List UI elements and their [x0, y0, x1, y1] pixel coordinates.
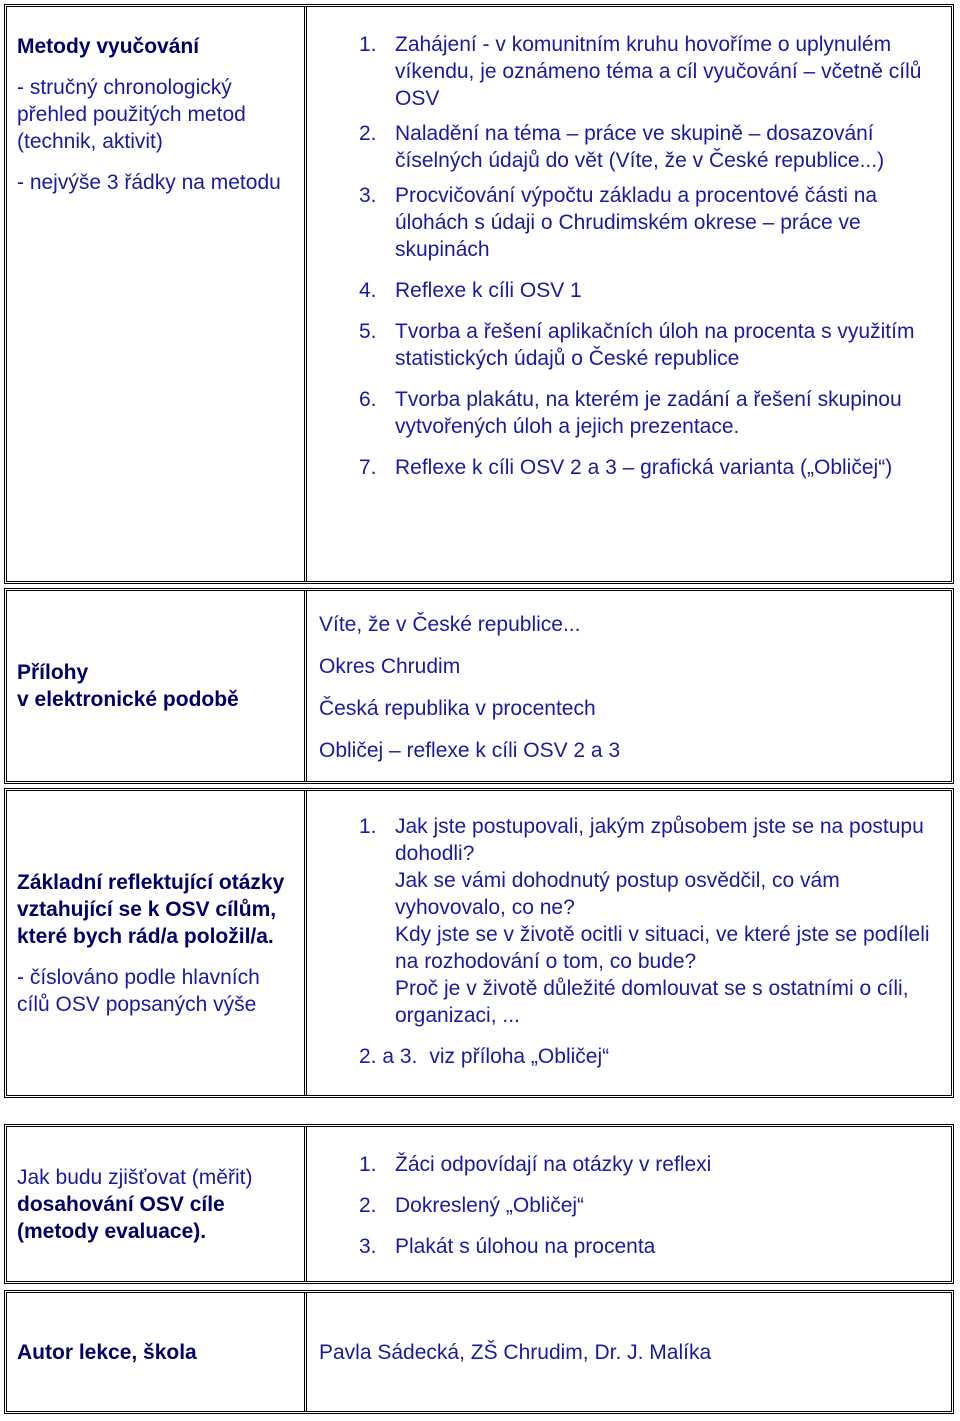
methods-list	[319, 31, 941, 481]
reflection-question: Kdy jste se v životě ocitli v situaci, ve které jste se podíleli na rozhodování o tom, co bude?	[395, 923, 930, 973]
author-title: Autor lekce, škola	[17, 1340, 197, 1364]
attachments-label-cell	[7, 591, 307, 781]
methods-content-cell	[307, 7, 951, 581]
attachment-item: Víte, že v České republice...	[319, 613, 581, 636]
evaluation-item: 2. Dokreslený „Obličej“	[359, 1194, 585, 1217]
method-item: 2. Naladění na téma – práce ve skupině – dosazování číselných údajů do vět (Víte, že v České republice...)	[359, 122, 885, 172]
method-item: 7. Reflexe k cíli OSV 2 a 3 – grafická varianta („Obličej“)	[359, 456, 893, 479]
evaluation-list	[319, 1151, 941, 1260]
attachment-item: Obličej – reflexe k cíli OSV 2 a 3	[319, 739, 621, 762]
reflection-question: Proč je v životě důležité domlouvat se s ostatními o cíli, organizaci, ...	[395, 977, 909, 1027]
evaluation-content-cell	[307, 1127, 951, 1281]
method-item: 6. Tvorba plakátu, na kterém je zadání a řešení skupinou vytvořených úloh a jejich prezentace.	[359, 388, 902, 438]
attachments-subtitle: v elektronické podobě	[17, 688, 239, 711]
evaluation-item: 1. Žáci odpovídají na otázky v reflexi	[359, 1153, 712, 1176]
attachments-title: Přílohy	[17, 661, 89, 684]
author-content-cell	[307, 1293, 951, 1411]
attachment-item: Okres Chrudim	[319, 655, 461, 678]
methods-section	[4, 4, 954, 584]
author-label-cell	[7, 1293, 307, 1411]
method-item: 1. Zahájení - v komunitním kruhu hovoříme o uplynulém víkendu, je oznámeno téma a cíl vyučování – včetně cílů OSV	[359, 33, 922, 110]
reflection-label-cell	[7, 791, 307, 1095]
method-item: 3. Procvičování výpočtu základu a procentové části na úlohách s údaji o Chrudimském okrese – práce ve skupinách	[359, 184, 878, 261]
method-item: 5. Tvorba a řešení aplikačních úloh na procenta s využitím statistických údajů o České republice	[359, 320, 915, 370]
reflection-item-text: viz příloha „Obličej“	[429, 1045, 610, 1068]
methods-label-cell	[7, 7, 307, 581]
reflection-note: - číslováno podle hlavních cílů OSV popsaných výše	[17, 965, 260, 1016]
attachments-section	[4, 588, 954, 784]
evaluation-subtitle: dosahování OSV cíle (metody evaluace).	[17, 1192, 225, 1243]
reflection-question: Jak jste postupovali, jakým způsobem jste se na postupu dohodli?	[395, 815, 924, 865]
evaluation-section	[4, 1124, 954, 1284]
methods-note-1: - stručný chronologický přehled použitých metod (technik, aktivit)	[17, 76, 246, 153]
reflection-item-1: 1. Jak jste postupovali, jakým způsobem jste se na postupu dohodli? Jak se vámi dohodnutý postup osvědčil, co vám vyhovovalo, co ne? Kdy jste se v životě ocitli v situaci, ve které jste se podíleli na rozhodování o tom, co bude? Proč je v životě důležité domlouvat se s ostatními o cíli, organizaci, ...	[319, 813, 941, 1029]
methods-title: Metody vyučování	[17, 35, 200, 58]
reflection-item-2: 2. a 3. viz příloha „Obličej“	[359, 1045, 610, 1068]
method-item: 4. Reflexe k cíli OSV 1	[359, 279, 582, 302]
evaluation-label-cell	[7, 1127, 307, 1281]
author-value: Pavla Sádecká, ZŠ Chrudim, Dr. J. Malíka	[319, 1340, 712, 1364]
reflection-question: Jak se vámi dohodnutý postup osvědčil, co vám vyhovovalo, co ne?	[395, 869, 840, 919]
reflection-section	[4, 788, 954, 1098]
evaluation-title: Jak budu zjišťovat (měřit)	[17, 1165, 253, 1189]
attachments-content-cell	[307, 591, 951, 781]
evaluation-item: 3. Plakát s úlohou na procenta	[359, 1235, 656, 1258]
attachment-item: Česká republika v procentech	[319, 697, 596, 720]
reflection-content-cell	[307, 791, 951, 1095]
methods-note-2: - nejvýše 3 řádky na metodu	[17, 171, 281, 194]
reflection-title: Základní reflektující otázky vztahující se k OSV cílům, které bych rád/a položil/a.	[17, 870, 285, 948]
author-section	[4, 1290, 954, 1414]
